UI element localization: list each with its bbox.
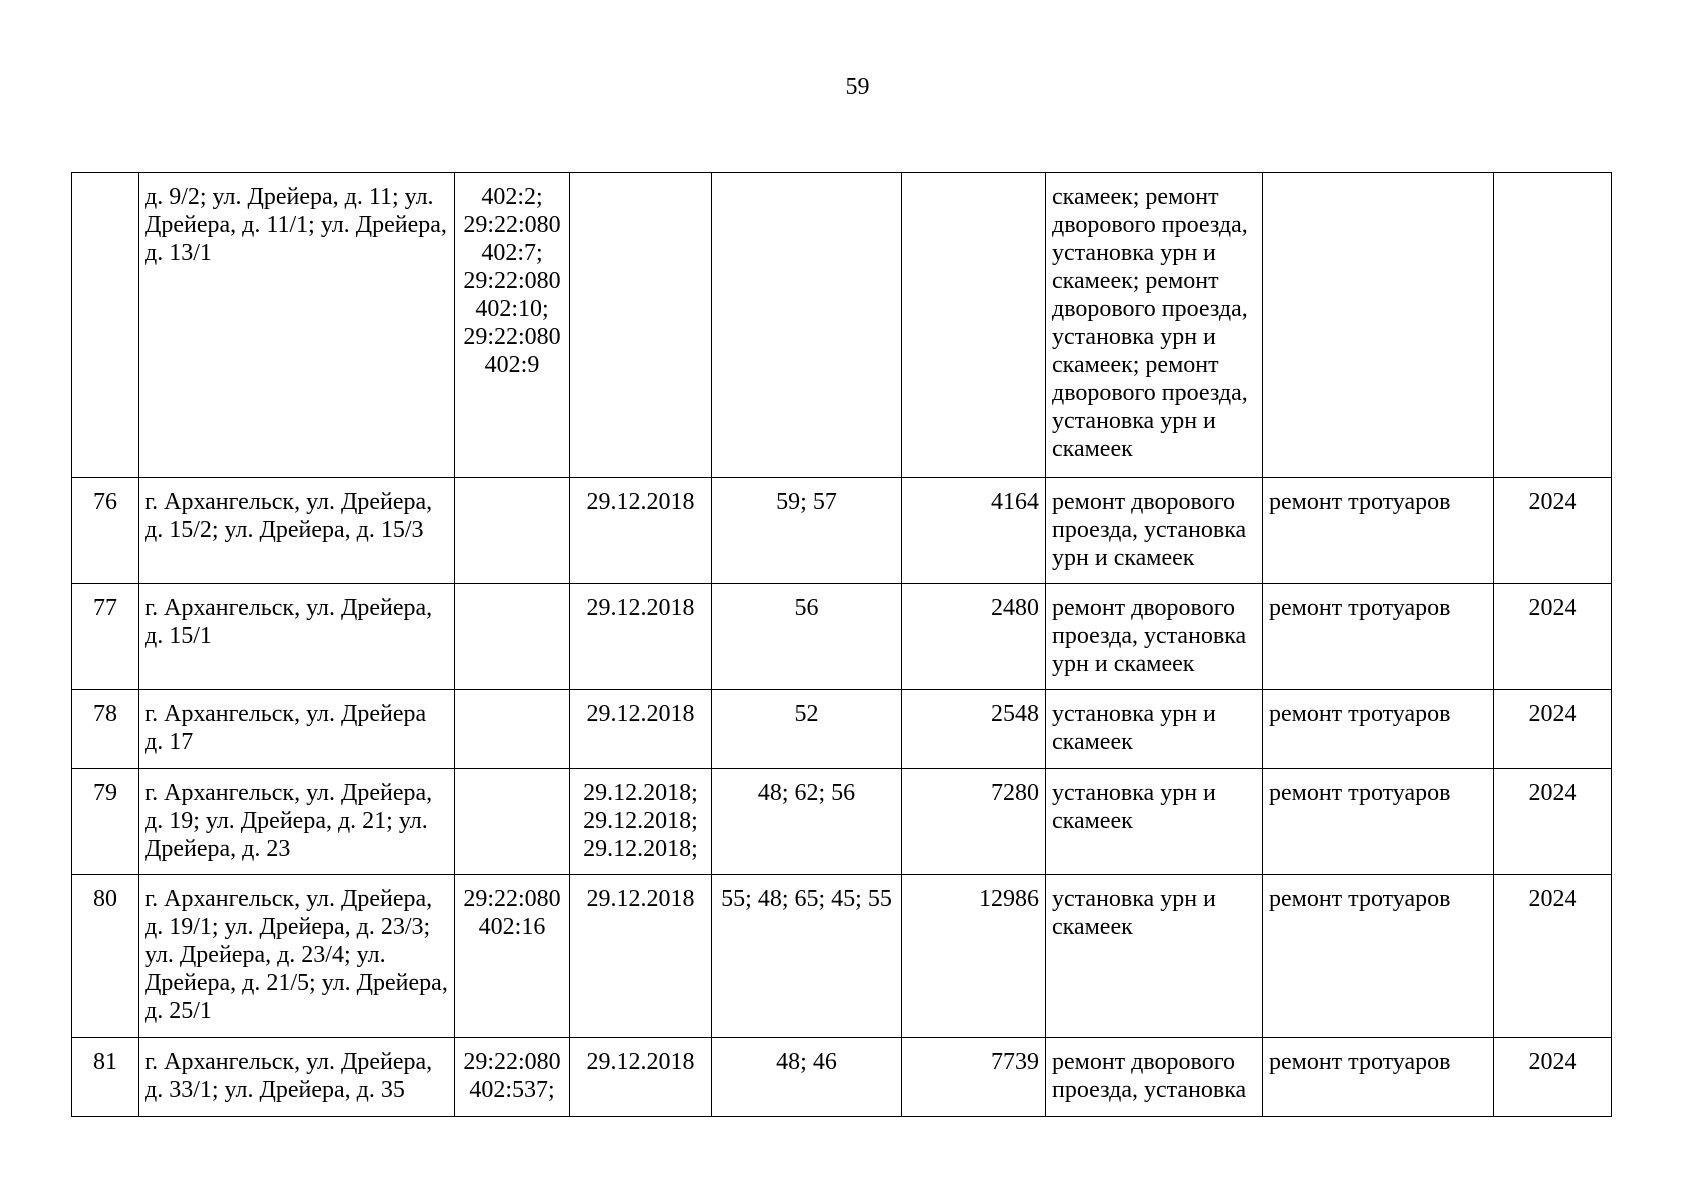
- date-cell: 29.12.2018; 29.12.2018; 29.12.2018;: [570, 769, 712, 875]
- year-cell: 2024: [1494, 690, 1612, 769]
- minimum-works-cell: установка урн и скамеек: [1046, 690, 1263, 769]
- address-cell: г. Архангельск, ул. Дрейера, д. 15/2; ул. Дрейера, д. 15/3: [139, 478, 455, 584]
- wear-percent-cell: 56: [712, 584, 902, 690]
- wear-percent-cell: 59; 57: [712, 478, 902, 584]
- cadastral-number-cell: [455, 690, 570, 769]
- table-row: [72, 1038, 1612, 1117]
- additional-works-cell: ремонт тротуаров: [1263, 875, 1494, 1038]
- cadastral-number-cell: 402:2; 29:22:080 402:7; 29:22:080 402:10; 29:22:080 402:9: [455, 173, 570, 478]
- wear-percent-cell: 52: [712, 690, 902, 769]
- year-cell: 2024: [1494, 769, 1612, 875]
- area-cell: 12986: [902, 875, 1046, 1038]
- wear-percent-cell: 55; 48; 65; 45; 55: [712, 875, 902, 1038]
- date-cell: 29.12.2018: [570, 584, 712, 690]
- wear-percent-cell: 48; 62; 56: [712, 769, 902, 875]
- table-row: [72, 690, 1612, 769]
- year-cell: 2024: [1494, 584, 1612, 690]
- year-cell: 2024: [1494, 478, 1612, 584]
- address-cell: г. Архангельск, ул. Дрейера д. 17: [139, 690, 455, 769]
- area-cell: 7280: [902, 769, 1046, 875]
- row-number-cell: 77: [72, 584, 139, 690]
- minimum-works-cell: ремонт дворового проезда, установка урн и скамеек: [1046, 584, 1263, 690]
- date-cell: 29.12.2018: [570, 478, 712, 584]
- additional-works-cell: ремонт тротуаров: [1263, 769, 1494, 875]
- address-cell: г. Архангельск, ул. Дрейера, д. 19; ул. Дрейера, д. 21; ул. Дрейера, д. 23: [139, 769, 455, 875]
- cadastral-number-cell: 29:22:080 402:537;: [455, 1038, 570, 1117]
- minimum-works-cell: ремонт дворового проезда, установка: [1046, 1038, 1263, 1117]
- wear-percent-cell: 48; 46: [712, 1038, 902, 1117]
- area-cell: 2548: [902, 690, 1046, 769]
- page-number: 59: [845, 74, 870, 100]
- year-cell: 2024: [1494, 875, 1612, 1038]
- address-cell: г. Архангельск, ул. Дрейера, д. 19/1; ул. Дрейера, д. 23/3; ул. Дрейера, д. 23/4; ул. Дрейера, д. 21/5; ул. Дрейера, д. 25/1: [139, 875, 455, 1038]
- wear-percent-cell: [712, 173, 902, 478]
- year-cell: 2024: [1494, 1038, 1612, 1117]
- cadastral-number-cell: 29:22:080 402:16: [455, 875, 570, 1038]
- area-cell: 7739: [902, 1038, 1046, 1117]
- row-number-cell: 79: [72, 769, 139, 875]
- additional-works-cell: ремонт тротуаров: [1263, 584, 1494, 690]
- table-row: [72, 875, 1612, 1038]
- row-number-cell: [72, 173, 139, 478]
- address-cell: г. Архангельск, ул. Дрейера, д. 33/1; ул. Дрейера, д. 35: [139, 1038, 455, 1117]
- area-cell: 2480: [902, 584, 1046, 690]
- row-number-cell: 78: [72, 690, 139, 769]
- additional-works-cell: [1263, 173, 1494, 478]
- additional-works-cell: ремонт тротуаров: [1263, 1038, 1494, 1117]
- table-row: [72, 584, 1612, 690]
- area-cell: 4164: [902, 478, 1046, 584]
- date-cell: 29.12.2018: [570, 875, 712, 1038]
- additional-works-cell: ремонт тротуаров: [1263, 690, 1494, 769]
- table-body: [72, 173, 1612, 1117]
- table-row: [72, 173, 1612, 478]
- date-cell: [570, 173, 712, 478]
- table-row: [72, 478, 1612, 584]
- address-cell: д. 9/2; ул. Дрейера, д. 11; ул. Дрейера, д. 11/1; ул. Дрейера, д. 13/1: [139, 173, 455, 478]
- row-number-cell: 76: [72, 478, 139, 584]
- year-cell: [1494, 173, 1612, 478]
- minimum-works-cell: установка урн и скамеек: [1046, 769, 1263, 875]
- minimum-works-cell: скамеек; ремонт дворового проезда, установка урн и скамеек; ремонт дворового проезда, установка урн и скамеек; ремонт дворового проезда, установка урн и скамеек: [1046, 173, 1263, 478]
- cadastral-number-cell: [455, 584, 570, 690]
- minimum-works-cell: установка урн и скамеек: [1046, 875, 1263, 1038]
- area-cell: [902, 173, 1046, 478]
- cadastral-number-cell: [455, 478, 570, 584]
- row-number-cell: 80: [72, 875, 139, 1038]
- address-cell: г. Архангельск, ул. Дрейера, д. 15/1: [139, 584, 455, 690]
- minimum-works-cell: ремонт дворового проезда, установка урн и скамеек: [1046, 478, 1263, 584]
- row-number-cell: 81: [72, 1038, 139, 1117]
- additional-works-cell: ремонт тротуаров: [1263, 478, 1494, 584]
- date-cell: 29.12.2018: [570, 1038, 712, 1117]
- date-cell: 29.12.2018: [570, 690, 712, 769]
- cadastral-number-cell: [455, 769, 570, 875]
- improvement-table: [71, 172, 1612, 1117]
- table-row: [72, 769, 1612, 875]
